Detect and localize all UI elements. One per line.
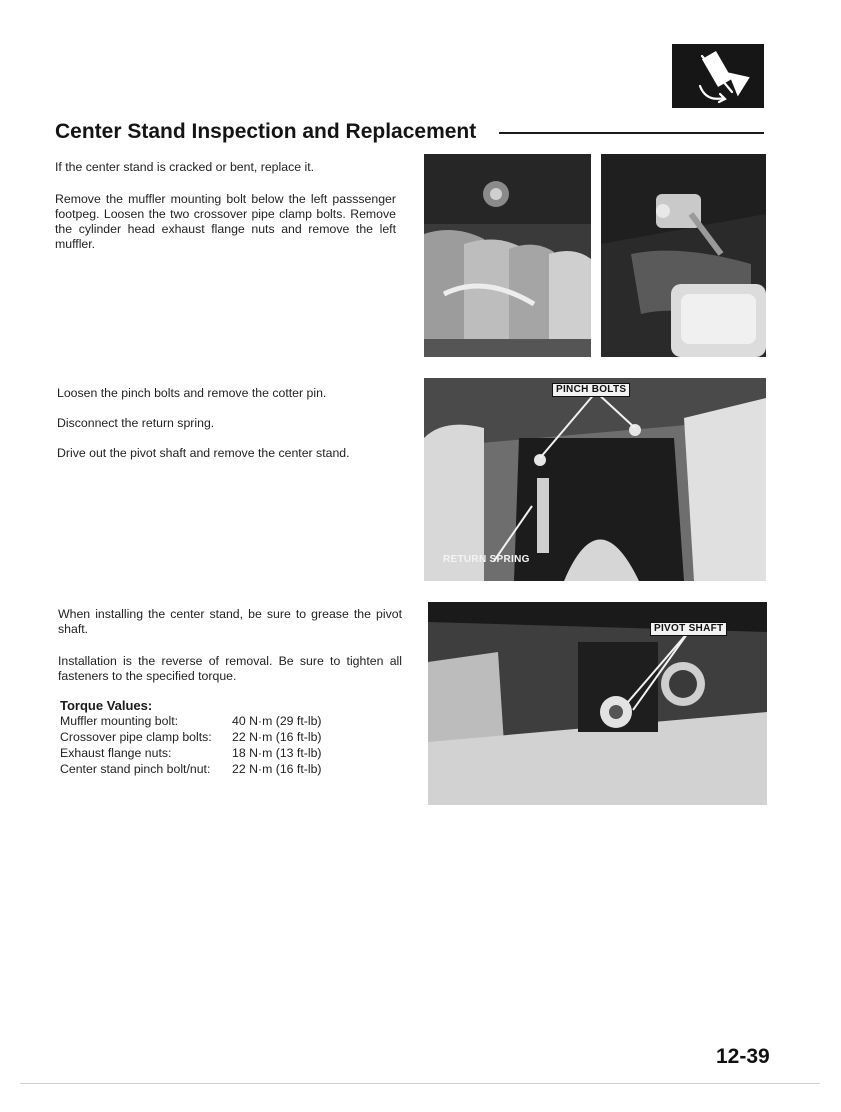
remove-muffler-text: Remove the muffler mounting bolt below the left passsenger footpeg. Loosen the two crossover pipe clamp bolts. Remove the cylinder head exhaust flange nuts and remove the left muffler.	[55, 192, 396, 251]
torque-label: Muffler mounting bolt:	[60, 714, 179, 728]
torque-row	[60, 730, 322, 745]
heading-rule	[499, 132, 764, 134]
pinch-bolts-photo	[424, 378, 766, 581]
install-grease-text: When installing the center stand, be sure to grease the pivot shaft.	[58, 607, 402, 636]
intro-text: If the center stand is cracked or bent, replace it.	[55, 160, 315, 174]
drive-out-shaft-text: Drive out the pivot shaft and remove the center stand.	[57, 446, 350, 460]
torque-value: 18 N·m (13 ft-lb)	[232, 746, 322, 760]
disconnect-spring-text: Disconnect the return spring.	[57, 416, 215, 430]
torque-title: Torque Values:	[60, 698, 153, 713]
torque-row	[60, 714, 322, 729]
exhaust-pipes-photo	[424, 154, 591, 357]
torque-row	[60, 746, 322, 761]
torque-row	[60, 762, 322, 777]
torque-label: Crossover pipe clamp bolts:	[60, 730, 212, 744]
page-title: Center Stand Inspection and Replacement	[55, 120, 477, 143]
page-number: 12-39	[716, 1045, 770, 1068]
return-spring-callout: RETURN SPRING	[443, 554, 530, 565]
muffler-photo	[601, 154, 766, 357]
loosen-pinch-text: Loosen the pinch bolts and remove the cotter pin.	[57, 386, 327, 400]
torque-value: 22 N·m (16 ft-lb)	[232, 730, 322, 744]
install-reverse-text: Installation is the reverse of removal. Be sure to tighten all fasteners to the specified torque.	[58, 654, 402, 683]
torque-label: Exhaust flange nuts:	[60, 746, 172, 760]
suspension-shock-absorber-icon	[672, 44, 764, 108]
pinch-bolts-callout: PINCH BOLTS	[552, 383, 630, 397]
torque-value: 40 N·m (29 ft-lb)	[232, 714, 322, 728]
torque-label: Center stand pinch bolt/nut:	[60, 762, 211, 776]
section-tab	[672, 44, 764, 108]
footer-rule	[20, 1083, 820, 1084]
pivot-shaft-callout: PIVOT SHAFT	[650, 622, 727, 636]
torque-value: 22 N·m (16 ft-lb)	[232, 762, 322, 776]
pivot-shaft-photo	[428, 602, 767, 805]
